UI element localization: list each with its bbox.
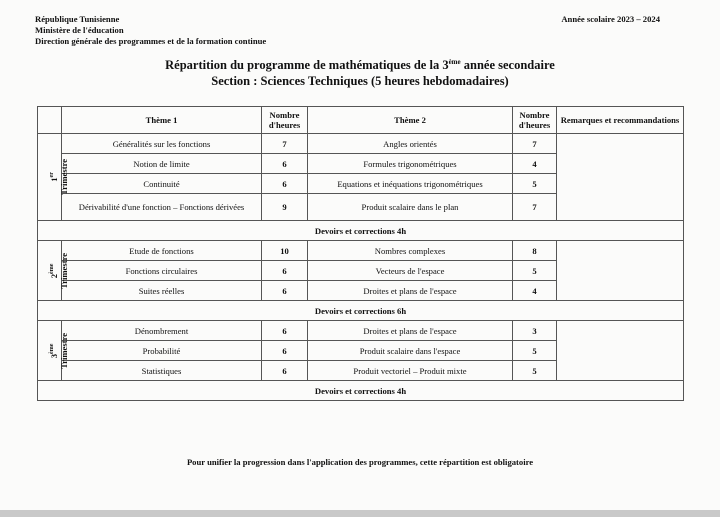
document-title xyxy=(0,58,720,73)
hours1-cell: 6 xyxy=(262,281,308,301)
theme1-cell: Continuité xyxy=(62,174,262,194)
header-theme2: Thème 2 xyxy=(308,107,513,134)
title-text-part1: Répartition du programme de mathématiques de la 3 xyxy=(165,58,449,73)
trimester-label xyxy=(47,159,69,195)
hours1-cell: 6 xyxy=(262,174,308,194)
theme1-cell: Statistiques xyxy=(62,361,262,381)
trimester-number: 2 xyxy=(48,273,59,278)
theme2-cell: Produit scalaire dans le plan xyxy=(308,194,513,221)
theme2-cell: Droites et plans de l'espace xyxy=(308,281,513,301)
hours2-cell: 8 xyxy=(513,241,557,261)
theme2-cell: Produit scalaire dans l'espace xyxy=(308,341,513,361)
theme2-cell: Equations et inéquations trigonométriques xyxy=(308,174,513,194)
table-row xyxy=(38,134,684,154)
hours1-cell: 6 xyxy=(262,361,308,381)
hours2-cell: 5 xyxy=(513,341,557,361)
table-header-row xyxy=(38,107,684,134)
hours2-cell: 5 xyxy=(513,174,557,194)
trimester-ordinal xyxy=(49,263,59,278)
devoirs-row xyxy=(38,301,684,321)
ministry-name: Ministère de l'éducation xyxy=(35,25,124,35)
hours1-cell: 6 xyxy=(262,341,308,361)
header-hours1: Nombre d'heures xyxy=(262,107,308,134)
trimester-number: 1 xyxy=(48,177,59,182)
title-superscript: ème xyxy=(448,58,461,66)
hours1-cell: 6 xyxy=(262,154,308,174)
devoirs-cell: Devoirs et corrections 4h xyxy=(38,381,684,401)
trimester-label xyxy=(47,333,69,369)
hours2-cell: 7 xyxy=(513,194,557,221)
trimester-word: Trimestre xyxy=(58,252,69,289)
program-table xyxy=(37,106,684,401)
theme2-cell: Vecteurs de l'espace xyxy=(308,261,513,281)
remarks-cell xyxy=(557,321,684,381)
hours2-cell: 5 xyxy=(513,361,557,381)
devoirs-cell: Devoirs et corrections 6h xyxy=(38,301,684,321)
trimester-cell xyxy=(38,321,69,381)
trimester-ordinal-suffix: er xyxy=(49,172,56,178)
direction-name: Direction générale des programmes et de la formation continue xyxy=(35,36,267,46)
hours1-cell: 7 xyxy=(262,134,308,154)
table-body xyxy=(38,134,684,401)
theme1-cell: Suites réelles xyxy=(62,281,262,301)
theme2-cell: Droites et plans de l'espace xyxy=(308,321,513,341)
trimester-ordinal-suffix: ème xyxy=(49,343,56,354)
hours2-cell: 7 xyxy=(513,134,557,154)
footer-note: Pour unifier la progression dans l'application des programmes, cette répartition est obligatoire xyxy=(186,457,534,467)
theme1-cell: Etude de fonctions xyxy=(62,241,262,261)
hours2-cell: 4 xyxy=(513,281,557,301)
theme1-cell: Généralités sur les fonctions xyxy=(62,134,262,154)
theme2-cell: Produit vectoriel – Produit mixte xyxy=(308,361,513,381)
issuer-block xyxy=(35,14,266,47)
hours1-cell: 6 xyxy=(262,261,308,281)
table-row xyxy=(38,321,684,341)
devoirs-row xyxy=(38,221,684,241)
theme1-cell: Dénombrement xyxy=(62,321,262,341)
trimester-word: Trimestre xyxy=(58,159,69,195)
theme1-cell: Probabilité xyxy=(62,341,262,361)
trimester-cell xyxy=(38,241,69,301)
hours1-cell: 9 xyxy=(262,194,308,221)
theme2-cell: Nombres complexes xyxy=(308,241,513,261)
hours1-cell: 10 xyxy=(262,241,308,261)
remarks-cell xyxy=(557,134,684,221)
trimester-ordinal xyxy=(49,172,59,182)
header-theme1: Thème 1 xyxy=(62,107,262,134)
theme1-cell: Dérivabilité d'une fonction – Fonctions dérivées xyxy=(62,194,262,221)
trimester-word: Trimestre xyxy=(58,332,69,369)
hours2-cell: 3 xyxy=(513,321,557,341)
trimester-number: 3 xyxy=(48,353,59,358)
remarks-cell xyxy=(557,241,684,301)
document-subtitle: Section : Sciences Techniques (5 heures hebdomadaires) xyxy=(211,74,509,88)
trimester-cell xyxy=(38,134,69,221)
header-remarks: Remarques et recommandations xyxy=(557,107,684,134)
trimester-label xyxy=(47,253,69,289)
header-hours2: Nombre d'heures xyxy=(513,107,557,134)
bottom-edge xyxy=(0,510,720,517)
hours1-cell: 6 xyxy=(262,321,308,341)
devoirs-cell: Devoirs et corrections 4h xyxy=(38,221,684,241)
hours2-cell: 5 xyxy=(513,261,557,281)
hours2-cell: 4 xyxy=(513,154,557,174)
theme2-cell: Angles orientés xyxy=(308,134,513,154)
title-text-part2: année secondaire xyxy=(460,58,555,73)
theme1-cell: Notion de limite xyxy=(62,154,262,174)
table-row xyxy=(38,241,684,261)
trimester-ordinal-suffix: ème xyxy=(49,263,56,274)
school-year: Année scolaire 2023 – 2024 xyxy=(561,14,660,24)
devoirs-row xyxy=(38,381,684,401)
trimester-ordinal xyxy=(49,343,59,358)
theme2-cell: Formules trigonométriques xyxy=(308,154,513,174)
header-empty xyxy=(38,107,62,134)
republic-name: République Tunisienne xyxy=(35,14,120,24)
theme1-cell: Fonctions circulaires xyxy=(62,261,262,281)
